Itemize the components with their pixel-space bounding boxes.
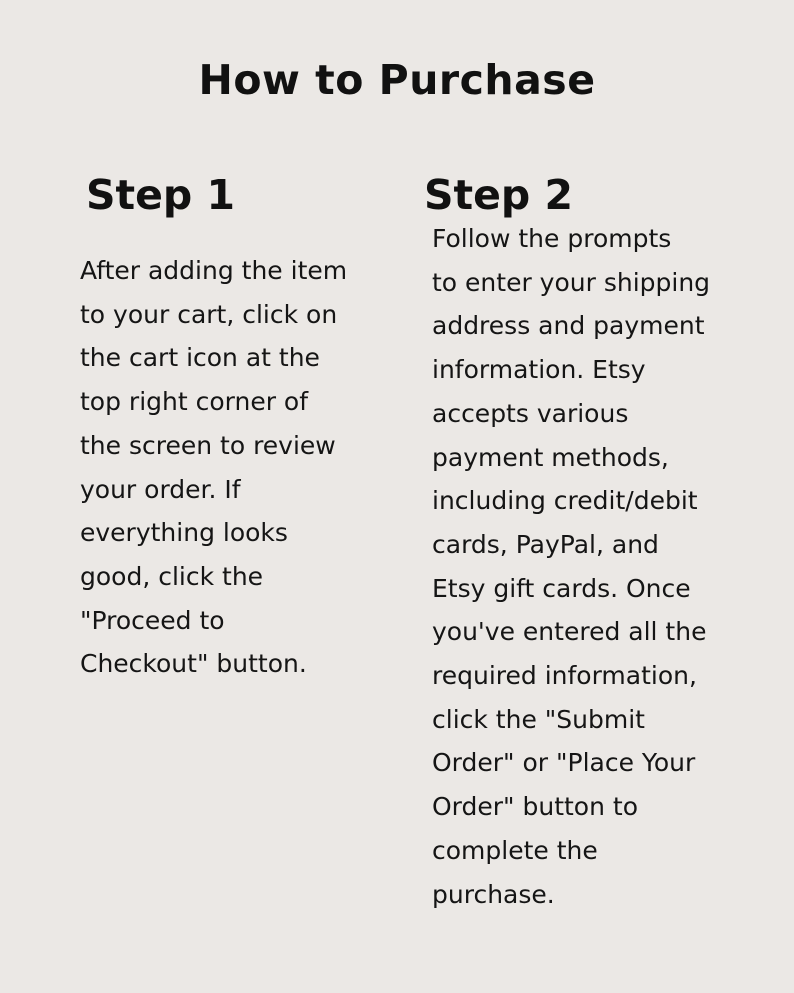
step-2-line: required information, xyxy=(432,661,697,691)
step-2-line: click the "Submit xyxy=(432,704,645,734)
step-2-line: cards, PayPal, and xyxy=(432,529,659,559)
step-2-line: payment methods, xyxy=(432,442,669,472)
step-2-line: address and payment xyxy=(432,311,705,341)
step-1-line: After adding the item xyxy=(80,256,348,285)
step-1-line: Checkout" button. xyxy=(80,649,307,679)
step-2-line: accepts various xyxy=(432,398,629,428)
step-2-heading: Step 2 xyxy=(424,171,574,219)
step-2-line: purchase. xyxy=(432,879,555,909)
step-2-line: information. Etsy xyxy=(432,355,646,385)
step-1-line: to your cart, click on xyxy=(80,299,338,329)
step-2-line: Order" or "Place Your xyxy=(432,748,696,778)
step-2-line: complete the xyxy=(432,835,598,865)
step-1-line: top right corner of xyxy=(80,387,309,417)
step-2-line: Order" button to xyxy=(432,792,638,822)
step-1-line: "Proceed to xyxy=(80,605,225,635)
step-2-line: you've entered all the xyxy=(432,617,707,647)
page-title: How to Purchase xyxy=(198,56,596,104)
step-2-line: including credit/debit xyxy=(432,486,698,516)
step-1-heading: Step 1 xyxy=(86,171,236,219)
step-1-line: the cart icon at the xyxy=(80,343,320,373)
step-2-line: to enter your shipping xyxy=(432,267,711,297)
step-2-instructions xyxy=(432,217,710,916)
step-1-line: everything looks xyxy=(80,518,288,548)
step-1-line: good, click the xyxy=(80,561,264,591)
step-2-line: Etsy gift cards. Once xyxy=(432,573,691,603)
step-2-line: Follow the prompts xyxy=(432,224,672,253)
step-1-instructions xyxy=(80,249,347,686)
step-1-line: your order. If xyxy=(80,474,241,504)
step-1-line: the screen to review xyxy=(80,430,336,460)
